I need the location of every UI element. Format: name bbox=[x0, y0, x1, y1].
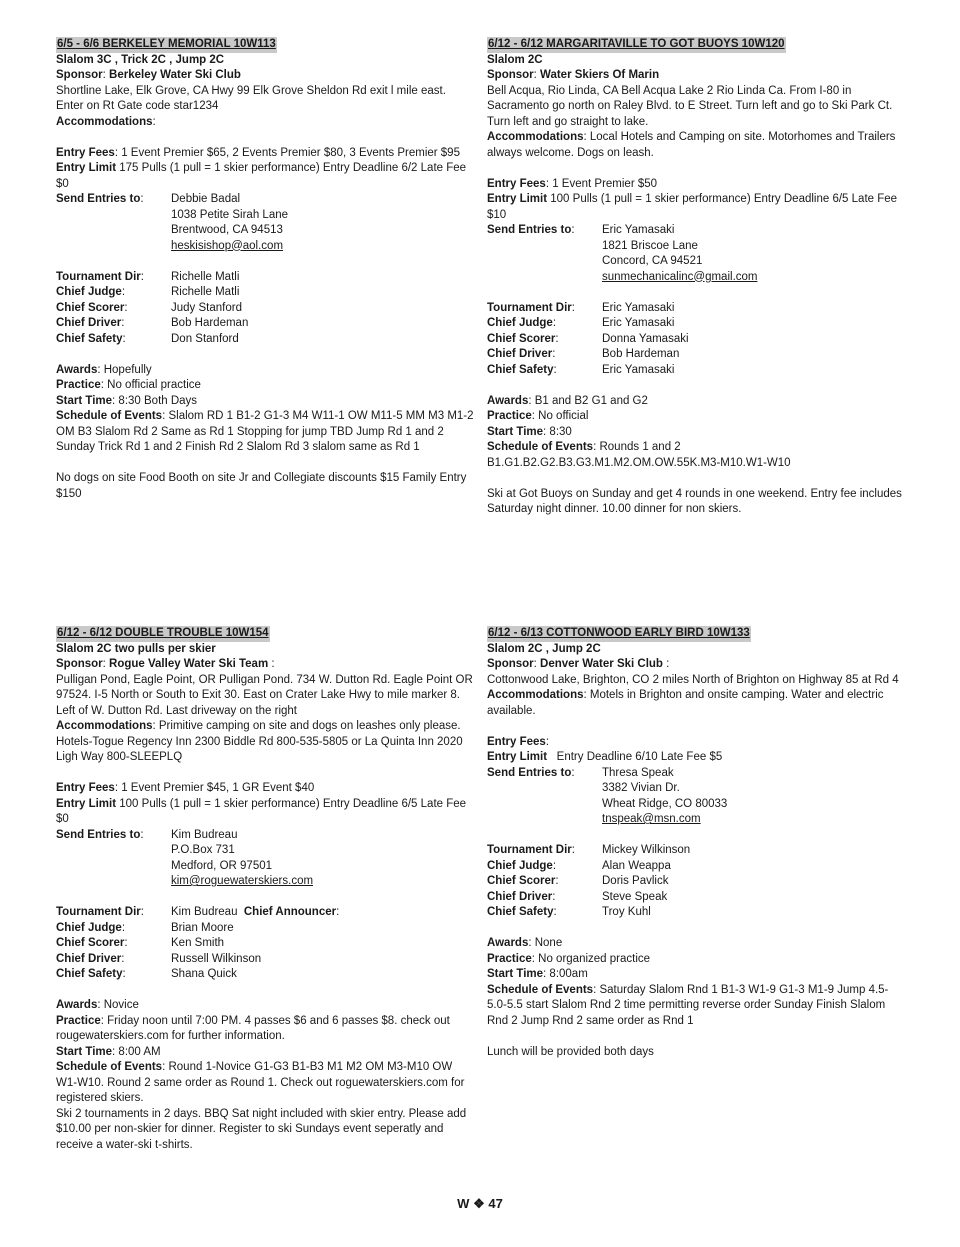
entry-start-time: Start Time: 8:00am bbox=[487, 968, 588, 980]
entry-limit: Entry Limit Entry Deadline 6/10 Late Fee $5 bbox=[487, 751, 723, 763]
entry-fees: Entry Fees: 1 Event Premier $45, 1 GR Event $40 bbox=[56, 782, 315, 794]
entry-practice: Practice: No organized practice bbox=[487, 952, 651, 965]
official-row: Tournament Dir: Eric Yamasaki bbox=[487, 301, 675, 314]
tournament-entry bbox=[487, 626, 907, 1060]
entry-header: 6/12 - 6/12 MARGARITAVILLE TO GOT BUOYS 10W120 bbox=[487, 37, 786, 53]
official-row: Chief Safety: Don Stanford bbox=[56, 332, 239, 345]
entry-notes: No dogs on site Food Booth on site Jr and Collegiate discounts $15 Family Entry $150 bbox=[56, 472, 467, 500]
official-row: Chief Judge: Brian Moore bbox=[56, 921, 234, 934]
tournament-entry bbox=[487, 37, 907, 518]
tournament-entry bbox=[56, 626, 476, 1153]
entry-schedule: Schedule of Events: Saturday Slalom Rnd 1 B1-3 W1-9 G1-3 M1-9 Jump 4.5-5.0-5.5 start Slalom Rnd 2 time permitting reverse order Sunday Finish Slalom Rnd 2 Jump Rnd 2 same order as Rnd 1 bbox=[487, 983, 889, 1027]
send-entries: Send Entries to: Eric Yamasaki 1821 Briscoe Lane Concord, CA 94521 sunmechanicalinc@gmail.com bbox=[487, 223, 907, 285]
official-row: Tournament Dir: Richelle Matli bbox=[56, 270, 240, 283]
send-entries: Send Entries to: Debbie Badal 1038 Petite Sirah Lane Brentwood, CA 94513 heskisishop@aol.com bbox=[56, 192, 476, 254]
entry-sponsor: Sponsor: Rogue Valley Water Ski Team : bbox=[56, 658, 275, 670]
official-row: Chief Driver: Bob Hardeman bbox=[487, 348, 680, 360]
official-row: Chief Scorer: Donna Yamasaki bbox=[487, 332, 689, 345]
entry-limit: Entry Limit 100 Pulls (1 pull = 1 skier performance) Entry Deadline 6/5 Late Fee $0 bbox=[56, 797, 467, 825]
entry-sponsor: Sponsor: Water Skiers Of Marin bbox=[487, 69, 660, 81]
official-row: Chief Judge: Richelle Matli bbox=[56, 286, 240, 298]
send-email-link[interactable]: kim@roguewaterskiers.com bbox=[171, 875, 314, 887]
entry-accommodations: Accommodations: Primitive camping on site and dogs on leashes only please. Hotels-Togue Regency Inn 2300 Biddle Rd 800-535-5805 or La Quinta Inn 2020 Ligh Way 800-SLEEPLQ bbox=[56, 720, 463, 763]
send-email-link[interactable]: sunmechanicalinc@gmail.com bbox=[602, 270, 758, 283]
entry-accommodations: Accommodations: Local Hotels and Camping on site. Motorhomes and Trailers always welcome. Dogs on leash. bbox=[487, 131, 896, 159]
entry-fees: Entry Fees: 1 Event Premier $50 bbox=[487, 177, 658, 190]
send-name: Debbie Badal bbox=[171, 193, 241, 205]
entry-awards: Awards: None bbox=[487, 937, 563, 949]
entry-accommodations: Accommodations: bbox=[56, 115, 156, 128]
send-address: 3382 Vivian Dr. bbox=[602, 782, 680, 794]
page-footer bbox=[0, 1196, 960, 1212]
entry-location: Cottonwood Lake, Brighton, CO 2 miles North of Brighton on Highway 85 at Rd 4 bbox=[487, 673, 899, 686]
entry-start-time: Start Time: 8:00 AM bbox=[56, 1045, 161, 1058]
entry-events: Slalom 2C two pulls per skier bbox=[56, 642, 216, 655]
entry-schedule: Schedule of Events: Round 1-Novice G1-G3 B1-B3 M1 M2 OM M3-M10 OW W1-W10. Round 2 same order as Round 1. Check out roguewaterskiers.com for registered skiers. bbox=[56, 1061, 465, 1104]
entry-limit: Entry Limit 175 Pulls (1 pull = 1 skier performance) Entry Deadline 6/2 Late Fee $0 bbox=[56, 162, 467, 190]
entry-practice: Practice: Friday noon until 7:00 PM. 4 passes $6 and 6 passes $8. check out rougewaterskiers.com for further information. bbox=[56, 1014, 450, 1042]
entry-sponsor: Sponsor: Berkeley Water Ski Club bbox=[56, 69, 241, 81]
entry-header: 6/5 - 6/6 BERKELEY MEMORIAL 10W113 bbox=[56, 37, 277, 53]
send-email-link[interactable]: heskisishop@aol.com bbox=[171, 239, 284, 252]
official-row: Chief Driver: Bob Hardeman bbox=[56, 317, 249, 329]
entry-sponsor: Sponsor: Denver Water Ski Club : bbox=[487, 658, 670, 670]
entry-events: Slalom 3C , Trick 2C , Jump 2C bbox=[56, 53, 225, 66]
send-name: Thresa Speak bbox=[602, 766, 674, 779]
send-email-link[interactable]: tnspeak@msn.com bbox=[602, 813, 701, 825]
send-city: Concord, CA 94521 bbox=[602, 255, 703, 267]
official-row: Chief Safety: Shana Quick bbox=[56, 968, 237, 980]
entry-header: 6/12 - 6/12 DOUBLE TROUBLE 10W154 bbox=[56, 626, 270, 642]
entry-notes: Lunch will be provided both days bbox=[487, 1045, 654, 1058]
send-name: Eric Yamasaki bbox=[602, 224, 675, 236]
diamond-ornament-icon: ❖ bbox=[473, 1196, 485, 1211]
official-row: Chief Scorer: Ken Smith bbox=[56, 937, 225, 949]
official-row: Tournament Dir: Kim Budreau Chief Announcer: bbox=[56, 906, 340, 918]
send-entries: Send Entries to: Kim Budreau P.O.Box 731 Medford, OR 97501 kim@roguewaterskiers.com bbox=[56, 828, 476, 890]
entry-schedule: Schedule of Events: Slalom RD 1 B1-2 G1-3 M4 W11-1 OW M11-5 MM M3 M1-2 OM B3 Slalom Rd 2 Same as Rd 1 Stopping for jump TBD Jump Rd 1 and 2 Sunday Trick Rd 1 and 2 Finish Rd 2 Slalom Rd 3 slalom same as Rd 1 bbox=[56, 410, 474, 453]
page-number: 47 bbox=[488, 1196, 503, 1211]
tournament-entry bbox=[56, 37, 476, 502]
send-city: Brentwood, CA 94513 bbox=[171, 224, 283, 236]
official-row: Chief Safety: Eric Yamasaki bbox=[487, 363, 675, 376]
entry-notes: Ski at Got Buoys on Sunday and get 4 rounds in one weekend. Entry fee includes Saturday night dinner. 10.00 dinner for non skiers. bbox=[487, 487, 902, 515]
entry-events: Slalom 2C bbox=[487, 53, 543, 66]
send-city: Wheat Ridge, CO 80033 bbox=[602, 797, 728, 810]
entry-start-time: Start Time: 8:30 Both Days bbox=[56, 394, 198, 407]
entry-awards: Awards: Novice bbox=[56, 999, 139, 1011]
official-row: Chief Driver: Russell Wilkinson bbox=[56, 952, 262, 965]
entry-awards: Awards: Hopefully bbox=[56, 363, 152, 376]
official-row: Chief Judge: Eric Yamasaki bbox=[487, 317, 675, 329]
entry-start-time: Start Time: 8:30 bbox=[487, 425, 572, 438]
entry-events: Slalom 2C , Jump 2C bbox=[487, 642, 601, 655]
entry-practice: Practice: No official bbox=[487, 410, 589, 422]
send-entries: Send Entries to: Thresa Speak 3382 Vivian Dr. Wheat Ridge, CO 80033 tnspeak@msn.com bbox=[487, 766, 907, 828]
send-city: Medford, OR 97501 bbox=[171, 859, 273, 872]
entry-header: 6/12 - 6/13 COTTONWOOD EARLY BIRD 10W133 bbox=[487, 626, 751, 642]
entry-schedule: Schedule of Events: Rounds 1 and 2 B1.G1.B2.G2.B3.G3.M1.M2.OM.OW.55K.M3-M10.W1-W10 bbox=[487, 441, 791, 469]
entry-location: Pulligan Pond, Eagle Point, OR Pulligan Pond. 734 W. Dutton Rd. Eagle Point OR 97524. I-5 North or South to Exit 30. East on Crater Lake Hwy to mile marker 8. Left of W. Dutton Rd. Last driveway on the right bbox=[56, 673, 473, 717]
send-address: P.O.Box 731 bbox=[171, 844, 235, 856]
send-address: 1821 Briscoe Lane bbox=[602, 239, 698, 252]
entry-practice: Practice: No official practice bbox=[56, 379, 201, 391]
entry-fees: Entry Fees: 1 Event Premier $65, 2 Events Premier $80, 3 Events Premier $95 bbox=[56, 146, 460, 159]
official-row: Tournament Dir: Mickey Wilkinson bbox=[487, 844, 691, 856]
entry-limit: Entry Limit 100 Pulls (1 pull = 1 skier performance) Entry Deadline 6/5 Late Fee $10 bbox=[487, 193, 898, 221]
send-address: 1038 Petite Sirah Lane bbox=[171, 208, 289, 221]
entry-location: Bell Acqua, Rio Linda, CA Bell Acqua Lake 2 Rio Linda Ca. From I-80 in Sacramento go north on Raley Blvd. to E Street. Turn left and go to Ski Park Ct. Turn left and go straight to lake. bbox=[487, 84, 893, 128]
entry-location: Shortline Lake, Elk Grove, CA Hwy 99 Elk Grove Sheldon Rd exit l mile east. Enter on Rt Gate code star1234 bbox=[56, 84, 446, 112]
official-row: Chief Safety: Troy Kuhl bbox=[487, 906, 651, 918]
official-row: Chief Judge: Alan Weappa bbox=[487, 859, 671, 872]
official-row: Chief Driver: Steve Speak bbox=[487, 890, 668, 903]
official-row: Chief Scorer: Judy Stanford bbox=[56, 301, 242, 314]
footer-letter: W bbox=[457, 1196, 470, 1211]
send-name: Kim Budreau bbox=[171, 828, 238, 841]
entry-notes: Ski 2 tournaments in 2 days. BBQ Sat night included with skier entry. Please add $10.00 per non-skier for dinner. Register to ski Sundays event seperatly and receive a water-ski t-shirts. bbox=[56, 1107, 467, 1151]
entry-fees: Entry Fees: bbox=[487, 735, 550, 748]
entry-awards: Awards: B1 and B2 G1 and G2 bbox=[487, 394, 648, 407]
official-row: Chief Scorer: Doris Pavlick bbox=[487, 875, 669, 887]
entry-accommodations: Accommodations: Motels in Brighton and onsite camping. Water and electric available. bbox=[487, 689, 884, 717]
